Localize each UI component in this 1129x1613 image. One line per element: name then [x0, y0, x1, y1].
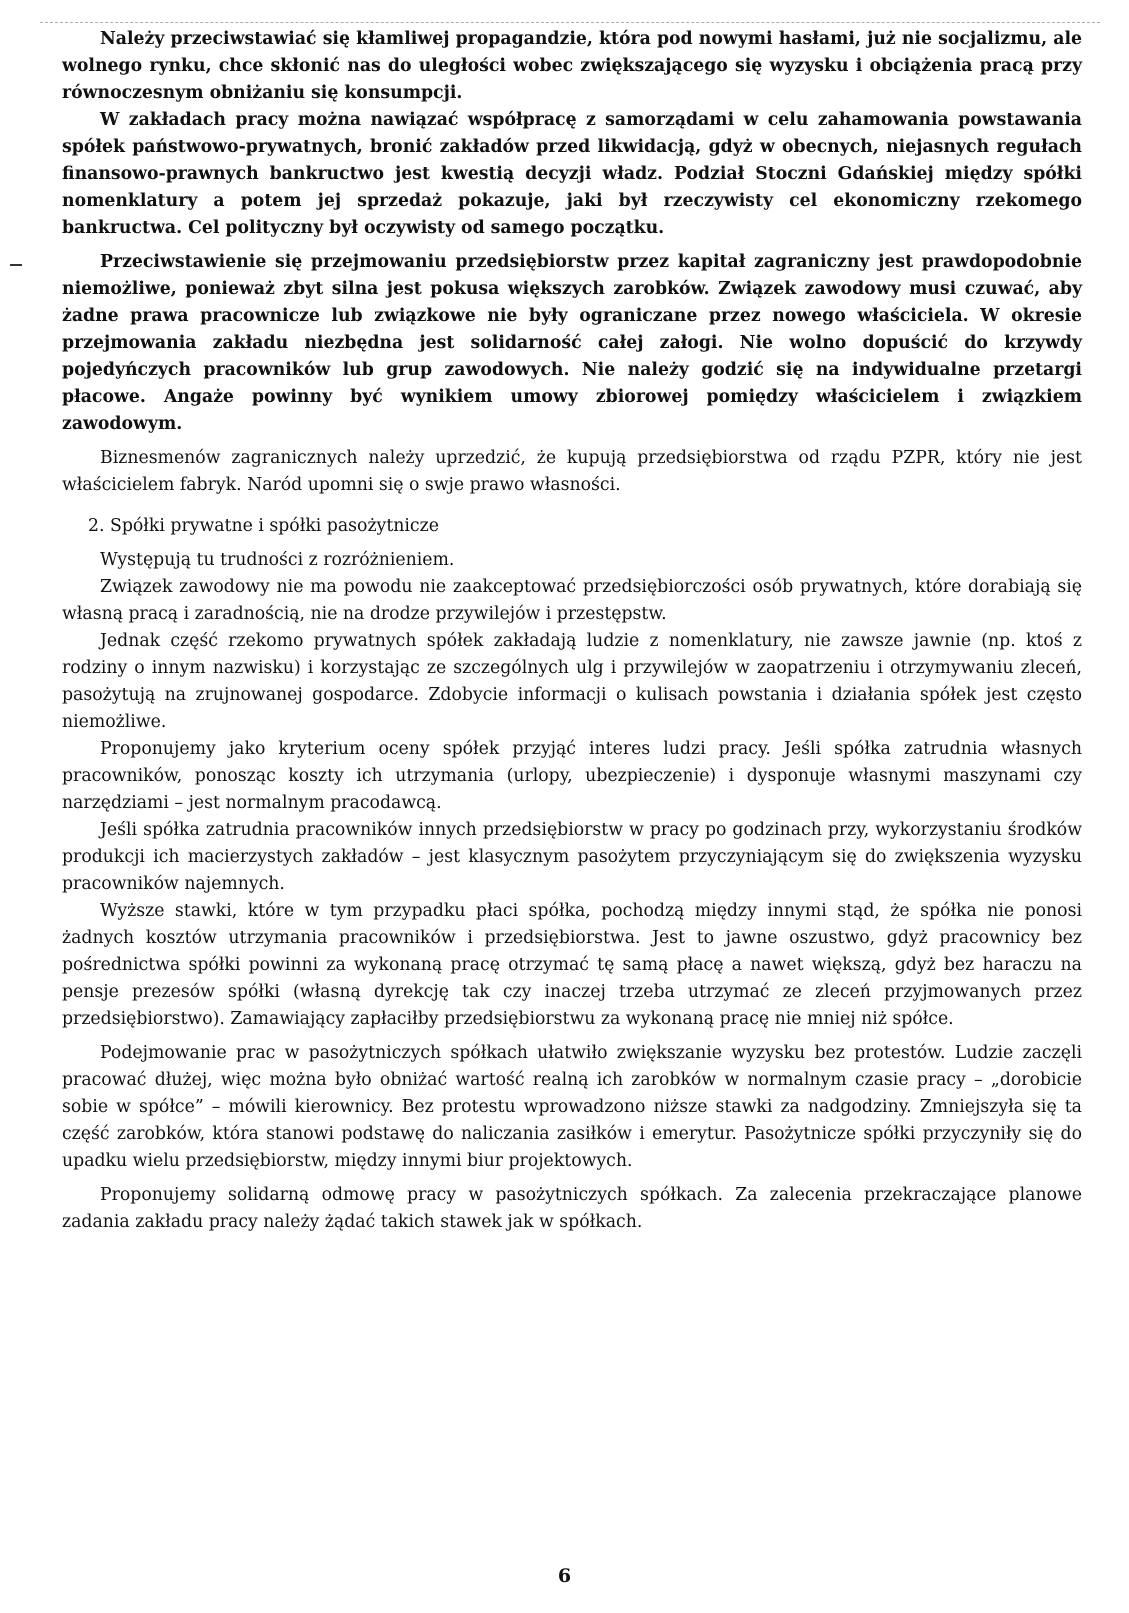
paragraph: Proponujemy jako kryterium oceny spółek przyjąć interes ludzi pracy. Jeśli spółka zatrudnia własnych pracowników, ponosząc koszty ich utrzymania (urlopy, ubezpieczenie) i dysponuje własnymi maszynami czy narzędziami – jest normalnym pracodawcą. — [62, 739, 1082, 813]
paragraph: Występują tu trudności z rozróżnieniem. — [100, 550, 455, 570]
paragraph: Podejmowanie prac w pasożytniczych spółkach ułatwiło zwiększanie wyzysku bez protestów. Ludzie zaczęli pracować dłużej, więc można było obniżać wartość realną ich zarobków w normalnym czasie pracy – „dorobicie sobie w spółce” – mówili kierownicy. Bez protestu wprowadzono niższe stawki za nadgodziny. Zmniejszyła się ta część zarobków, która stanowi podstawę do naliczania zasiłków i emerytur. Pasożytnicze spółki przyczyniły się do upadku wielu przedsiębiorstw, między innymi biur projektowych. — [62, 1043, 1082, 1171]
paragraph: Należy przeciwstawiać się kłamliwej propagandzie, która pod nowymi hasłami, już nie socjalizmu, ale wolnego rynku, chce skłonić nas do uległości wobec zwiększającego się wyzysku i obciążenia pracą przy równoczesnym obniżaniu się konsumpcji. — [62, 29, 1082, 103]
page-number: 6 — [557, 1565, 572, 1587]
paragraph: Biznesmenów zagranicznych należy uprzedzić, że kupują przedsiębiorstwa od rządu PZPR, który nie jest właścicielem fabryk. Naród upomni się o swje prawo własności. — [62, 448, 1082, 495]
paragraph: W zakładach pracy można nawiązać współpracę z samorządami w celu zahamowania powstawania spółek państwowo-prywatnych, bronić zakładów przed likwidacją, gdyż w obecnych, niejasnych regułach finansowo-prawnych bankructwo jest kwestią decyzji władz. Podział Stoczni Gdańskiej między spółki nomenklatury a potem jej sprzedaż pokazuje, jaki był rzeczywisty cel ekonomiczny rzekomego bankructwa. Cel polityczny był oczywisty od samego początku. — [62, 110, 1082, 238]
document-body — [62, 26, 1082, 1236]
paragraph: Związek zawodowy nie ma powodu nie zaakceptować przedsiębiorczości osób prywatnych, które dorabiają się własną pracą i zaradnością, nie na drodze przywilejów i przestępstw. — [62, 577, 1082, 624]
scan-top-edge — [40, 22, 1100, 25]
section-heading: 2. Spółki prywatne i spółki pasożytnicze — [88, 516, 439, 536]
paragraph: Proponujemy solidarną odmowę pracy w pasożytniczych spółkach. Za zalecenia przekraczające planowe zadania zakładu pracy należy żądać takich stawek jak w spółkach. — [62, 1185, 1082, 1232]
paragraph: Przeciwstawienie się przejmowaniu przedsiębiorstw przez kapitał zagraniczny jest prawdopodobnie niemożliwe, ponieważ zbyt silna jest pokusa większych zarobków. Związek zawodowy musi czuwać, aby żadne prawa pracownicze lub związkowe nie były ograniczane przez nowego właściciela. W okresie przejmowania zakładu niezbędna jest solidarność całej załogi. Nie wolno dopuścić do krzywdy pojedyńczych pracowników lub grup zawodowych. Nie należy godzić się na indywidualne przetargi płacowe. Angaże powinny być wynikiem umowy zbiorowej pomiędzy właścicielem i związkiem zawodowym. — [62, 252, 1082, 434]
paragraph: Jeśli spółka zatrudnia pracowników innych przedsiębiorstw w pracy po godzinach przy, wykorzystaniu środków produkcji ich macierzystych zakładów – jest klasycznym pasożytem przyczyniającym się do zwiększenia wyzysku pracowników najemnych. — [62, 820, 1082, 894]
paragraph: Jednak część rzekomo prywatnych spółek zakładają ludzie z nomenklatury, nie zawsze jawnie (np. ktoś z rodziny o innym nazwisku) i korzystając ze szczególnych ulg i przywilejów w zaopatrzeniu i otrzymywaniu zleceń, pasożytują na zrujnowanej gospodarce. Zdobycie informacji o kulisach powstania i działania spółek jest często niemożliwe. — [62, 631, 1082, 732]
paragraph: Wyższe stawki, które w tym przypadku płaci spółka, pochodzą między innymi stąd, że spółka nie ponosi żadnych kosztów utrzymania pracowników i przedsiębiorstwa. Jest to jawne oszustwo, gdyż pracownicy bez pośrednictwa spółki powinni za wykonaną pracę otrzymać tę samą płacę a nawet większą, gdyż bez haraczu na pensje prezesów spółki (własną dyrekcję tak czy inaczej trzeba utrzymać ze zleceń przyjmowanych przez przedsiębiorstwo). Zamawiający zapłaciłby przedsiębiorstwu za wykonaną pracę nie mniej niż spółce. — [62, 901, 1082, 1029]
margin-mark — [10, 264, 22, 266]
